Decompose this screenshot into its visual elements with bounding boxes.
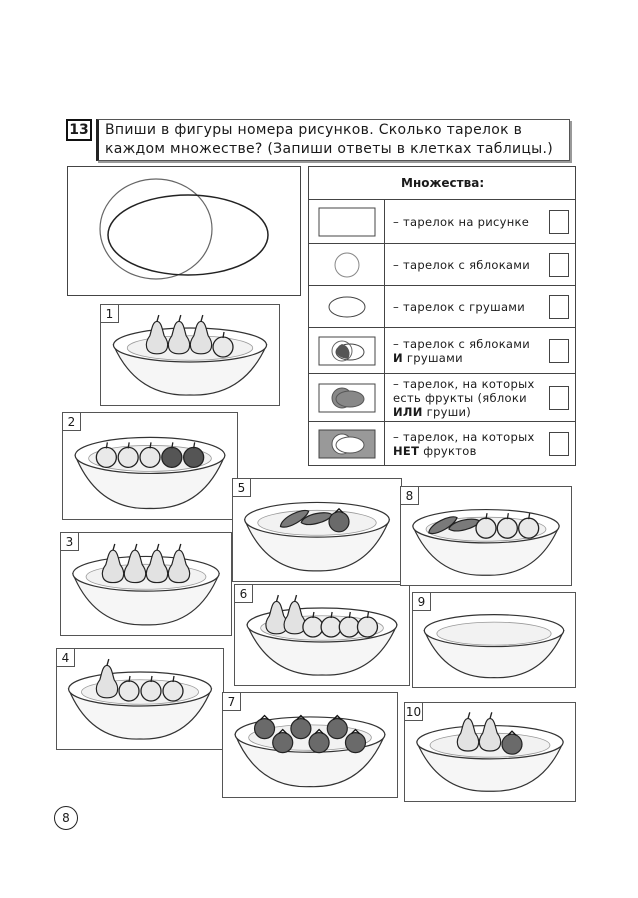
apples-circle-icon xyxy=(335,253,359,277)
set-description-text xyxy=(393,430,541,458)
set-symbol[interactable] xyxy=(309,374,385,421)
description-text-part: – тарелок с яблоками xyxy=(393,336,531,351)
plate-drawing xyxy=(61,533,231,635)
set-description-text xyxy=(393,377,541,419)
picture-number: 9 xyxy=(413,593,431,611)
description-bold-word: НЕТ xyxy=(393,444,420,458)
set-description xyxy=(393,328,541,373)
answer-cell[interactable] xyxy=(549,253,569,277)
page-number: 8 xyxy=(54,806,78,830)
picture-number: 4 xyxy=(57,649,75,667)
set-symbol-icon xyxy=(318,335,376,367)
description-bold-word: ИЛИ xyxy=(393,404,423,419)
description-text-part: грушами xyxy=(402,350,463,365)
set-description xyxy=(393,200,541,243)
plate-drawing xyxy=(57,649,223,749)
picture-number: 10 xyxy=(405,705,422,719)
picture-number: 8 xyxy=(401,487,419,505)
plate-card xyxy=(234,584,410,686)
plate-drawing xyxy=(101,305,279,405)
plate-card xyxy=(100,304,280,406)
picture-number: 5 xyxy=(233,479,251,497)
description-text-part: фруктов xyxy=(419,444,477,458)
set-symbol[interactable] xyxy=(309,328,385,373)
sets-legend-table xyxy=(308,166,576,466)
picture-number: 2 xyxy=(63,413,81,431)
plate-card xyxy=(412,592,576,688)
plate-card xyxy=(56,648,224,750)
legend-row xyxy=(309,244,575,286)
set-description xyxy=(393,422,541,466)
plate-card xyxy=(400,486,572,586)
plate-drawing xyxy=(401,487,571,585)
picture-number: 1 xyxy=(101,305,119,323)
bowl-inner-icon xyxy=(437,622,551,645)
legend-row xyxy=(309,422,575,466)
legend-row xyxy=(309,200,575,244)
picture-number: 3 xyxy=(61,533,79,551)
plate-card xyxy=(232,478,402,582)
plate-card xyxy=(404,702,576,802)
picture-number: 6 xyxy=(235,585,253,603)
description-text-part: груши) xyxy=(422,404,472,419)
legend-row xyxy=(309,286,575,328)
set-symbol[interactable] xyxy=(309,286,385,327)
legend-title: Множества: xyxy=(309,167,575,200)
plate-drawing xyxy=(63,413,237,519)
description-bold-word: И xyxy=(393,350,403,365)
answer-cell[interactable] xyxy=(549,339,569,363)
description-text-part: – тарелок на рисунке xyxy=(393,214,530,229)
set-description-text xyxy=(393,258,530,272)
bowl-inner-icon xyxy=(127,336,253,360)
venn-diagram[interactable] xyxy=(67,166,301,296)
plate-card xyxy=(60,532,232,636)
set-symbol[interactable] xyxy=(309,244,385,285)
apples-set-circle xyxy=(100,179,212,279)
set-description-text xyxy=(393,215,529,229)
set-description xyxy=(393,244,541,285)
task-header xyxy=(66,119,574,161)
set-description xyxy=(393,374,541,421)
task-instruction xyxy=(96,119,570,161)
set-symbol[interactable] xyxy=(309,200,385,243)
task-number: 13 xyxy=(66,119,92,141)
task-text-line-1: Впиши в фигуры номера рисунков. Сколько тарелок в xyxy=(105,122,523,138)
plate-drawing xyxy=(223,693,397,797)
answer-cell[interactable] xyxy=(549,210,569,234)
set-description xyxy=(393,286,541,327)
legend-rows xyxy=(309,200,575,466)
set-description-text xyxy=(393,337,541,365)
venn-diagram-drawing xyxy=(68,167,300,295)
set-symbol-icon xyxy=(318,291,376,323)
set-symbol-icon xyxy=(318,206,376,238)
plate-card xyxy=(62,412,238,520)
picture-number: 7 xyxy=(223,693,241,711)
set-description-text xyxy=(393,300,525,314)
description-text-part: – тарелок с яблоками xyxy=(393,257,531,272)
plate-card xyxy=(222,692,398,798)
set-symbol-icon xyxy=(318,428,376,460)
pears-set-ellipse xyxy=(108,195,268,275)
plate-drawing xyxy=(405,703,575,801)
set-symbol[interactable] xyxy=(309,422,385,466)
task-text-line-2: каждом множестве? (Запиши ответы в клетках таблицы.) xyxy=(105,141,554,157)
plate-drawing xyxy=(235,585,409,685)
plate-drawing xyxy=(233,479,401,581)
legend-row xyxy=(309,374,575,422)
answer-cell[interactable] xyxy=(549,295,569,319)
whole-set-rect-icon xyxy=(319,208,375,236)
set-symbol-icon xyxy=(318,382,376,414)
description-text-part: – тарелок, на которых есть фрукты (яблоки xyxy=(393,376,535,405)
legend-row xyxy=(309,328,575,374)
answer-cell[interactable] xyxy=(549,432,569,456)
answer-cell[interactable] xyxy=(549,386,569,410)
description-text-part: – тарелок с грушами xyxy=(393,299,526,314)
description-text-part: – тарелок, на которых xyxy=(393,430,535,444)
pears-ellipse-icon xyxy=(329,297,365,317)
set-symbol-icon xyxy=(318,249,376,281)
plate-drawing xyxy=(413,593,575,687)
